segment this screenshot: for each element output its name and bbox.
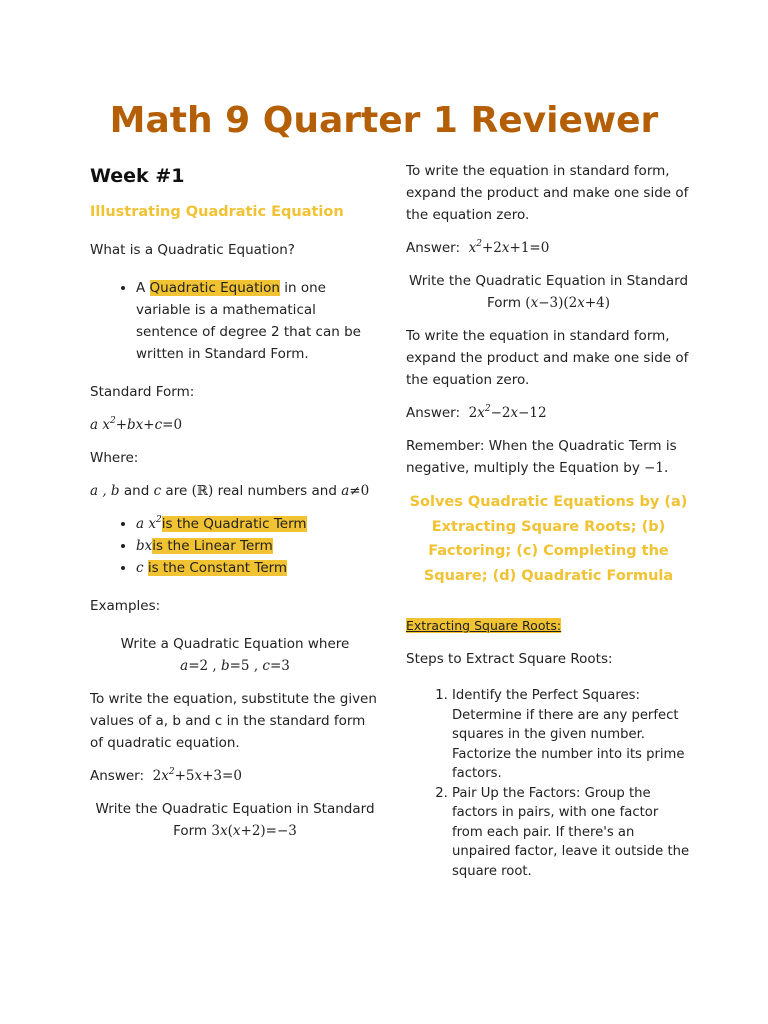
example-values: a=2 , b=5 , c=3 (180, 658, 290, 674)
linear-term-text: is the Linear Term (152, 538, 273, 554)
answer-label: Answer: (406, 405, 461, 421)
quadratic-term-text: is the Quadratic Term (161, 516, 307, 532)
question-text: What is a Quadratic Equation? (90, 242, 295, 258)
right-write-line-1: Write the Quadratic Equation in Standard (408, 273, 689, 289)
topic-heading: Illustrating Quadratic Equation (90, 204, 344, 220)
answer-label: Answer: (406, 240, 461, 256)
example-line: Write a Quadratic Equation where (120, 636, 350, 652)
example-answer: Answer: $2x^2+5x+3=0$ (90, 767, 242, 784)
definition-rest: in one variable is a mathematical sentence of degree 2 that can be written in Standard Form. (136, 280, 361, 362)
examples-label: Examples: (90, 598, 161, 614)
are-label: are (165, 483, 188, 499)
definition-term: Quadratic Equation (149, 280, 280, 296)
esr-label-text: Extracting Square Roots: (406, 618, 562, 633)
left-column (90, 160, 380, 842)
right-column (406, 160, 691, 881)
coefficients-line: a , b and c are (ℝ) real numbers and a≠0 (90, 483, 370, 499)
right-write-line-2: Form (x−3)(2x+4) (486, 295, 611, 311)
list-item: 2. Pair Up the Factors: Group the factors in pairs, with one factor from each pair. If there's an unpaired factor, leave it outside the square root. (452, 784, 691, 882)
right-answer-2: Answer: $2x^2-2x-12$ (406, 404, 547, 421)
quadratic-term-item: • a $x^2is$ the Quadratic Term (136, 513, 380, 535)
definition-item (136, 277, 380, 365)
list-item: 1. Identify the Perfect Squares: Determine if there are any perfect squares in the given number. Factorize the number into its prime factors. (452, 686, 691, 784)
remember-text: Remember: When the Quadratic Term is negative, multiply the Equation by (406, 438, 677, 476)
terms-list (90, 513, 380, 579)
week-heading: Week #1 (90, 165, 185, 187)
write-line-1: Write the Quadratic Equation in Standard (95, 801, 375, 817)
page-title: Math 9 Quarter 1 Reviewer (109, 100, 659, 141)
real-numbers-text: real numbers and (217, 483, 337, 499)
constant-term-text: is the Constant Term (147, 560, 288, 576)
form-label: Form (486, 295, 521, 311)
steps-intro: Steps to Extract Square Roots: (406, 651, 613, 667)
where-label: Where: (90, 450, 139, 466)
steps-list (406, 686, 691, 881)
right-explanation-2: To write the equation in standard form, expand the product and make one side of the equation zero. (406, 328, 689, 388)
definition-list (90, 277, 380, 365)
solves-heading: Solves Quadratic Equations by (a) Extracting Square Roots; (b) Factoring; (c) Completing the Square; (d) Quadratic Formula (409, 494, 688, 584)
write-line-2: Form 3x(x+2)=−3 (173, 823, 297, 839)
remember-note: Remember: When the Quadratic Term is negative, multiply the Equation by −1. (406, 438, 677, 476)
standard-form-label: Standard Form: (90, 384, 195, 400)
right-answer-1: Answer: $x^2+2x+1=0$ (406, 239, 550, 256)
constant-term-item: • c is the Constant Term (136, 557, 380, 579)
definition-a: A (136, 280, 146, 296)
standard-form-equation: a $x^2+bx+c=0$ (90, 416, 183, 433)
example-explanation: To write the equation, substitute the given values of a, b and c in the standard form of quadratic equation. (90, 691, 377, 751)
answer-label: Answer: (90, 768, 145, 784)
form-label: Form (173, 823, 208, 839)
linear-term-item: • bxis the Linear Term (136, 535, 380, 557)
extracting-square-roots-label (406, 615, 691, 637)
right-explanation-1: To write the equation in standard form, expand the product and make one side of the equation zero. (406, 163, 689, 223)
